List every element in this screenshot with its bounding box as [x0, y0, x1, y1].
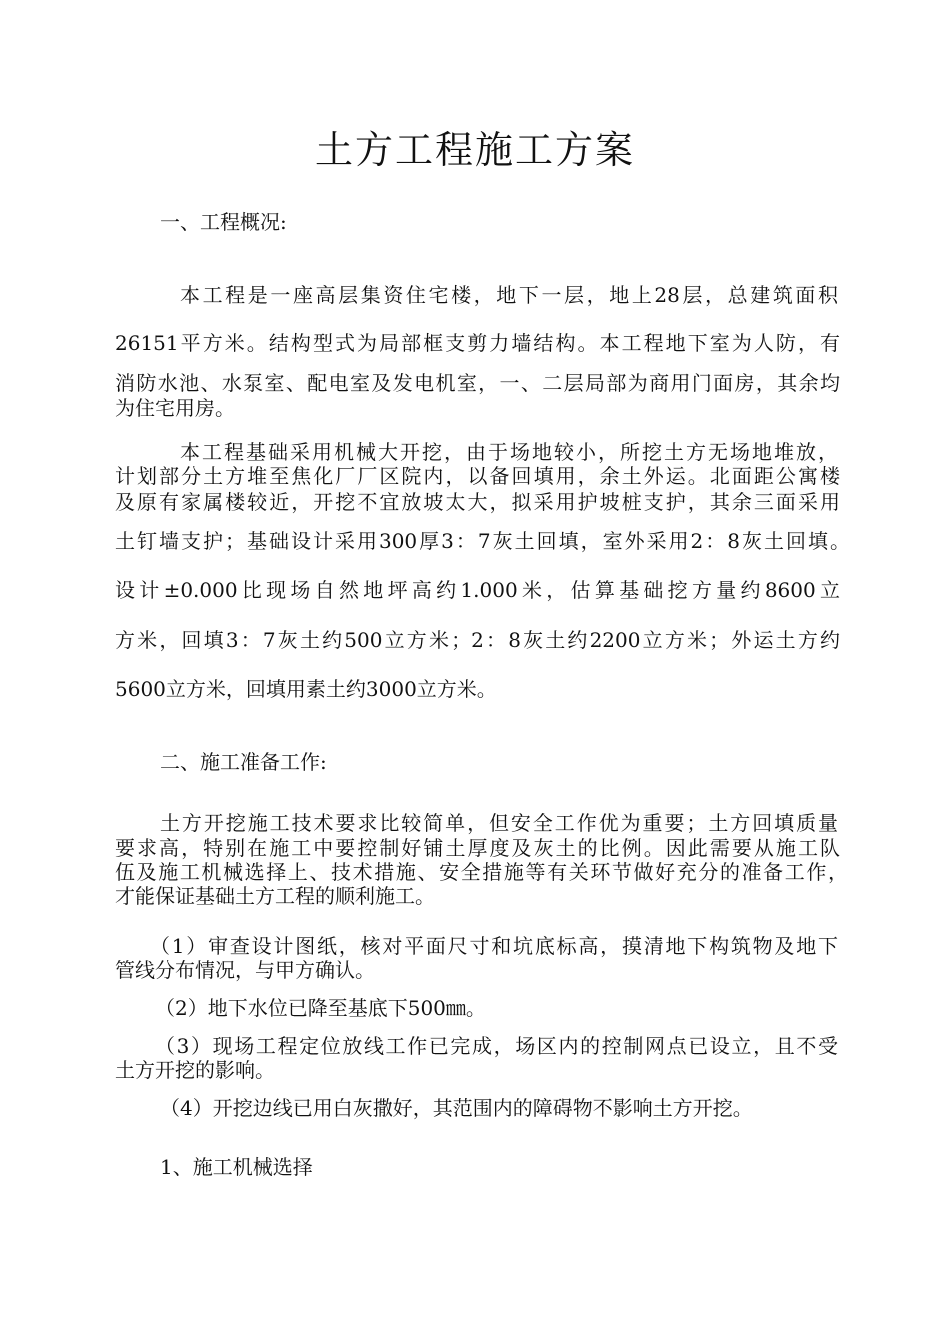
list-item: （2）地下水位已降至基底下500㎜。 — [155, 996, 486, 1020]
paragraph-line: 要求高，特别在施工中要控制好铺土厚度及灰土的比例。因此需要从施工队 — [115, 836, 840, 860]
paragraph-line: 土钉墙支护；基础设计采用300厚3：7灰土回填，室外采用2：8灰土回填。 — [115, 529, 850, 553]
paragraph-line: 本工程基础采用机械大开挖，由于场地较小，所挖土方无场地堆放， — [180, 440, 838, 464]
paragraph-line: 5600立方米，回填用素土约3000立方米。 — [115, 677, 497, 701]
paragraph-line: 计划部分土方堆至焦化厂厂区院内，以备回填用，余土外运。北面距公寓楼 — [115, 464, 840, 488]
paragraph-line: 26151平方米。结构型式为局部框支剪力墙结构。本工程地下室为人防，有 — [115, 331, 840, 355]
paragraph-line: 才能保证基础土方工程的顺利施工。 — [115, 884, 435, 908]
list-item: （4）开挖边线已用白灰撒好，其范围内的障碍物不影响土方开挖。 — [160, 1096, 753, 1120]
paragraph-line: 土方开挖施工技术要求比较简单，但安全工作优为重要；土方回填质量 — [160, 811, 838, 835]
paragraph-line: 为住宅用房。 — [115, 396, 235, 420]
paragraph-line: 方米，回填3：7灰土约500立方米；2：8灰土约2200立方米；外运土方约 — [115, 628, 840, 652]
paragraph-line: 本工程是一座高层集资住宅楼，地下一层，地上28层，总建筑面积 — [180, 283, 838, 307]
paragraph-line: 及原有家属楼较近，开挖不宜放坡太大，拟采用护坡桩支护，其余三面采用 — [115, 490, 840, 514]
list-item-line: （3）现场工程定位放线工作已完成，场区内的控制网点已设立，且不受 — [155, 1034, 838, 1058]
list-item-line: （1）审查设计图纸，核对平面尺寸和坑底标高，摸清地下构筑物及地下 — [150, 934, 838, 958]
section-heading-overview: 一、工程概况: — [160, 210, 287, 234]
paragraph-line: 伍及施工机械选择上、技术措施、安全措施等有关环节做好充分的准备工作， — [115, 860, 848, 884]
list-item-line: 土方开挖的影响。 — [115, 1058, 275, 1082]
paragraph-line: 消防水池、水泵室、配电室及发电机室，一、二层局部为商用门面房，其余均 — [115, 371, 840, 395]
section-heading-preparation: 二、施工准备工作: — [160, 750, 327, 774]
list-item-line: 管线分布情况，与甲方确认。 — [115, 958, 375, 982]
paragraph-line: 设计±0.000比现场自然地坪高约1.000米，估算基础挖方量约8600立 — [115, 578, 840, 602]
document-title: 土方工程施工方案 — [314, 128, 635, 172]
subsection-heading-machinery: 1、施工机械选择 — [160, 1155, 313, 1179]
